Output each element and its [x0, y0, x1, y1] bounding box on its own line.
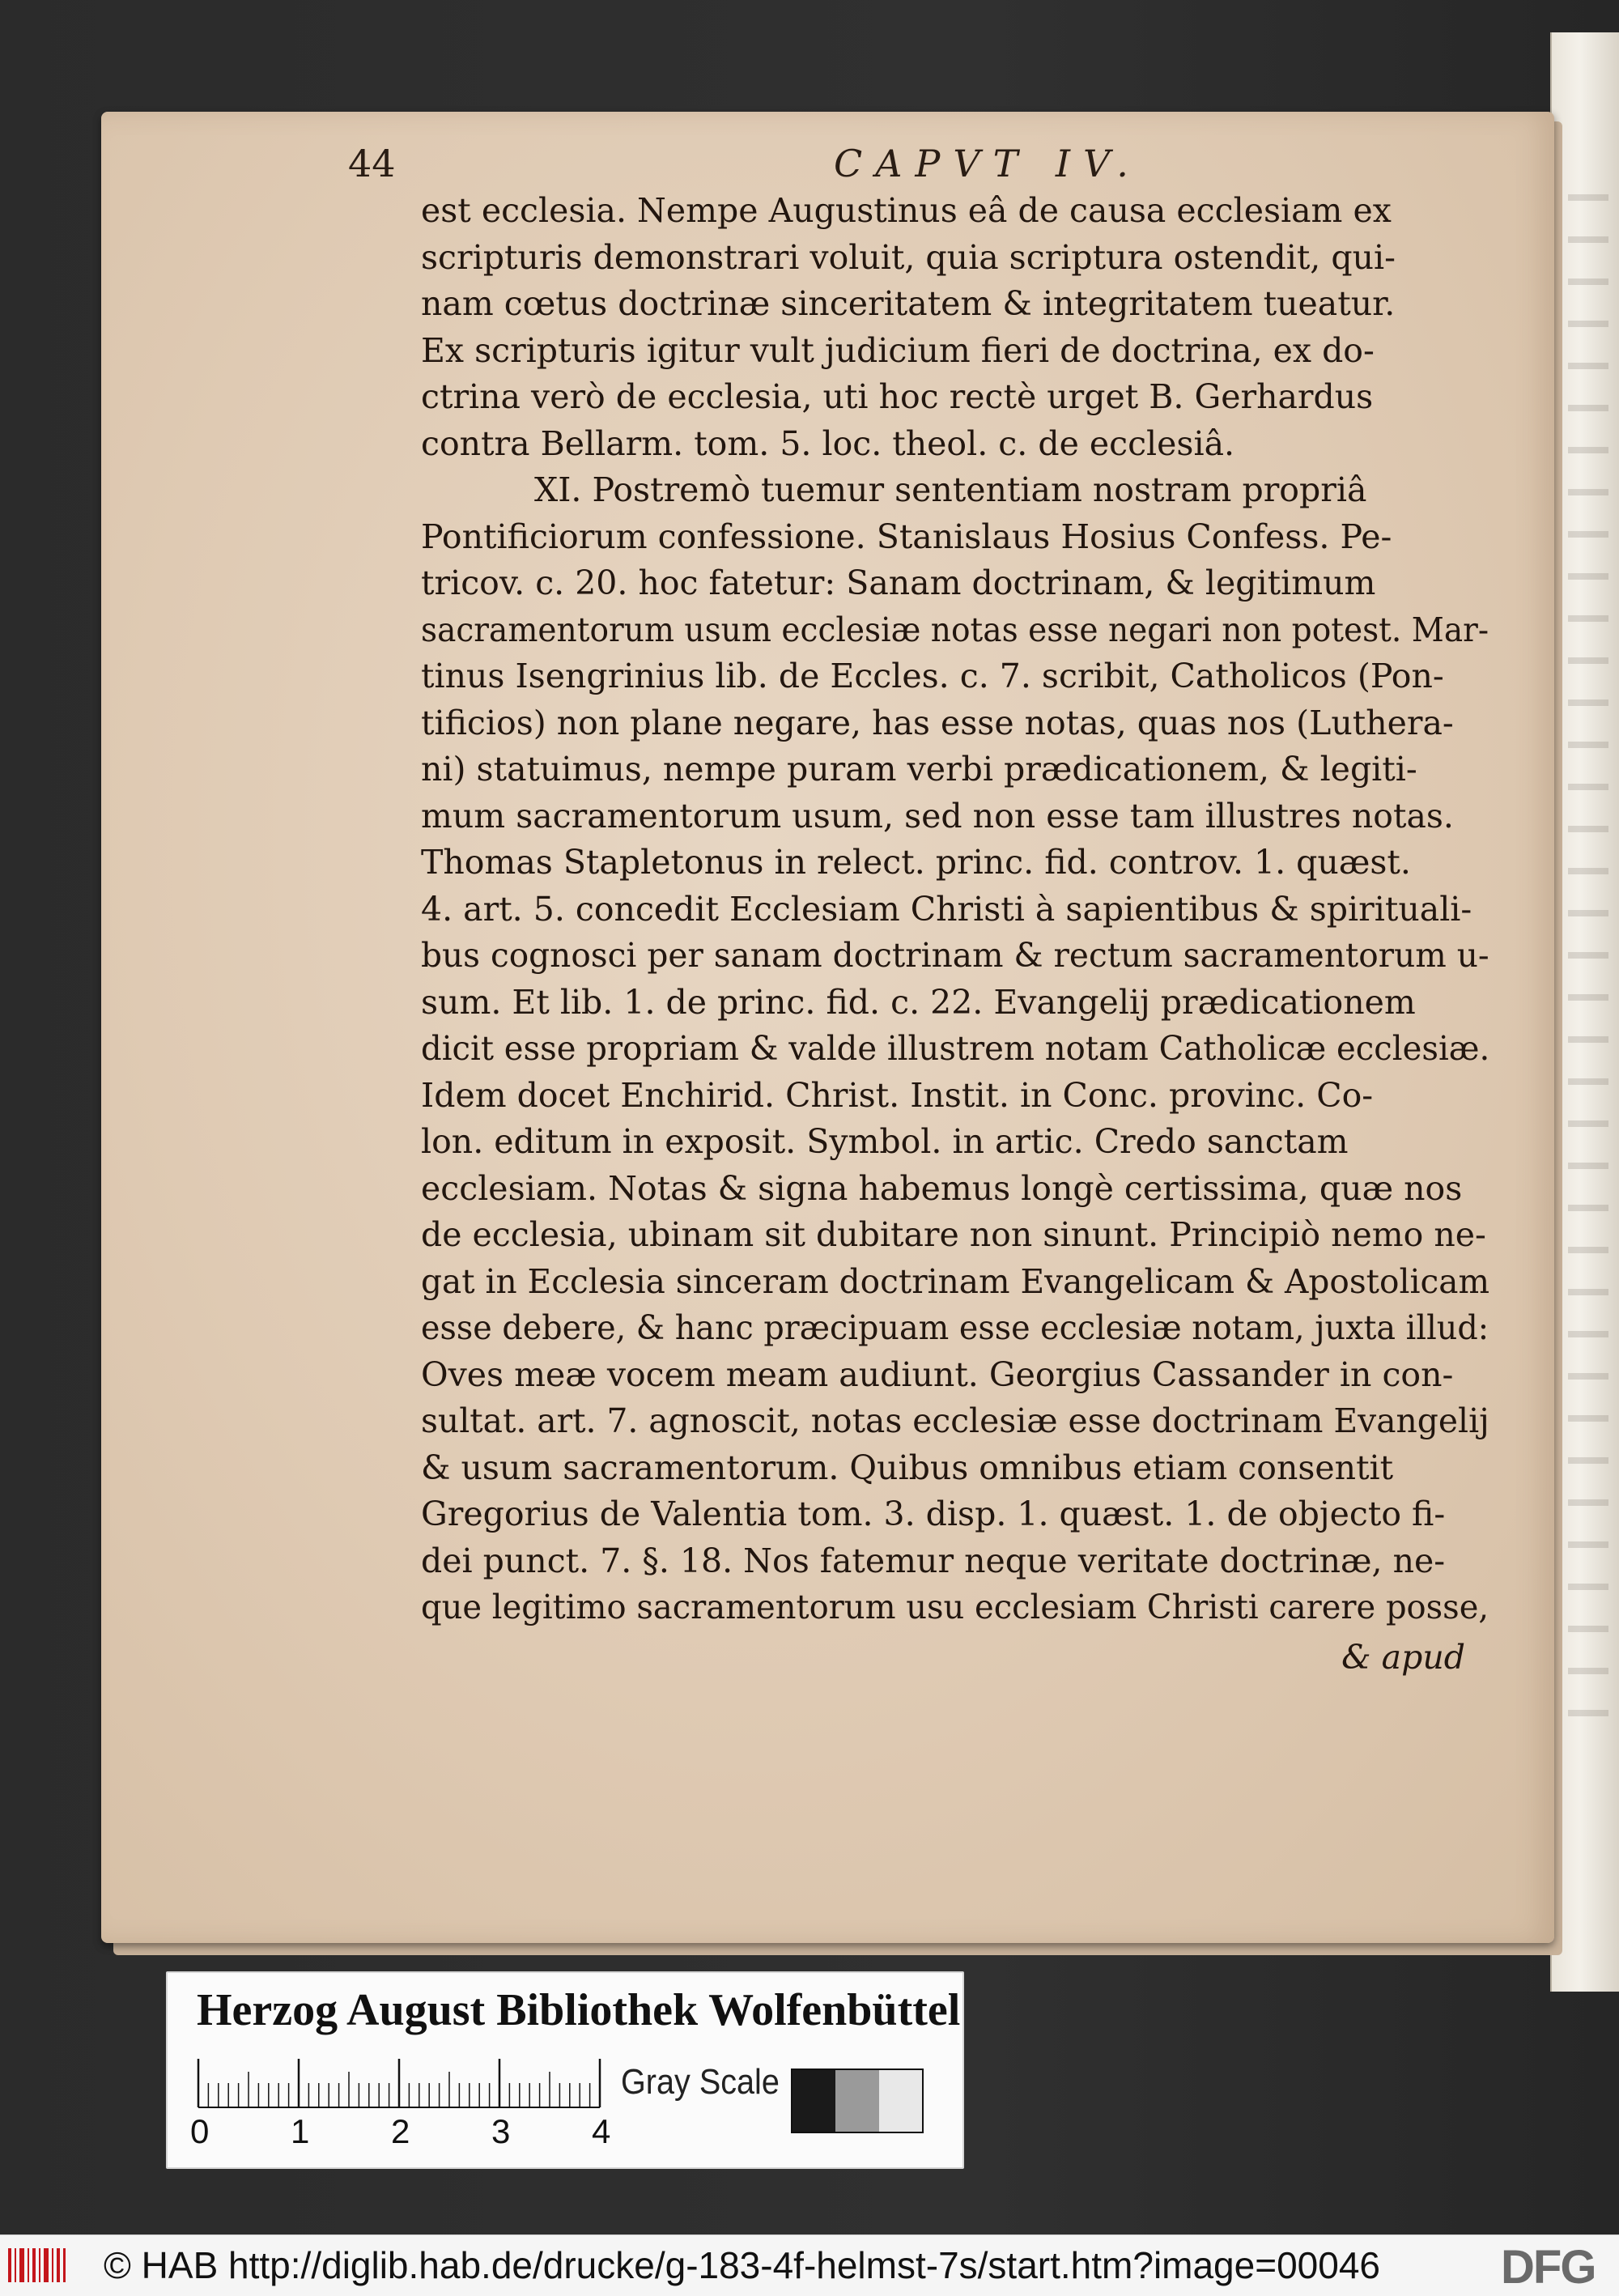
- dfg-logo: DFG: [1501, 2241, 1596, 2294]
- text-line: tificios) non plane negare, has esse notas, quas nos (Luthera-: [421, 703, 1454, 742]
- gray-scale-patches: [791, 2069, 924, 2133]
- text-line: de ecclesia, ubinam sit dubitare non sinunt. Principiò nemo ne-: [421, 1215, 1486, 1254]
- text-line: nam cœtus doctrinæ sinceritatem & integritatem tueatur.: [421, 284, 1396, 323]
- text-line: XI. Postremò tuemur sententiam nostram propriâ: [534, 470, 1367, 509]
- copyright-link[interactable]: © HAB http://diglib.hab.de/drucke/g-183-4f-helmst-7s/start.htm?image=00046: [104, 2244, 1381, 2286]
- running-head: CAPVT IV.: [834, 142, 1141, 185]
- ruler-label: 4: [592, 2112, 611, 2150]
- text-line: ni) statuimus, nempe puram verbi prædicationem, & legiti-: [421, 750, 1417, 789]
- text-line: Gregorius de Valentia tom. 3. disp. 1. quæst. 1. de objecto fi-: [421, 1495, 1446, 1533]
- page-text-block: [421, 188, 1489, 1681]
- text-line: Oves meæ vocem meam audiunt. Georgius Cassander in con-: [421, 1354, 1454, 1394]
- text-line: sum. Et lib. 1. de princ. fid. c. 22. Evangelij prædicationem: [421, 982, 1416, 1022]
- text-line: Thomas Stapletonus in relect. princ. fid. controv. 1. quæst.: [421, 843, 1411, 882]
- scale-ruler: [190, 2054, 611, 2151]
- text-line: gat in Ecclesia sinceram doctrinam Evangelicam & Apostolicam: [421, 1261, 1489, 1301]
- show-through-text: [1568, 194, 1608, 1733]
- text-line: bus cognosci per sanam doctrinam & rectum sacramentorum u-: [421, 936, 1489, 975]
- gray-patch: [879, 2070, 922, 2132]
- color-calibration-strip: [166, 1971, 964, 2169]
- ruler-ticks: [197, 2054, 601, 2111]
- library-name: Herzog August Bibliothek Wolfenbüttel: [197, 1985, 961, 2035]
- text-line: Ex scripturis igitur vult judicium fieri de doctrina, ex do-: [421, 330, 1375, 370]
- gray-patch: [793, 2070, 835, 2132]
- text-line: Pontificiorum confessione. Stanislaus Hosius Confess. Pe-: [421, 517, 1392, 556]
- text-line: tricov. c. 20. hoc fatetur: Sanam doctrinam, & legitimum: [421, 563, 1376, 602]
- hab-barcode-logo-icon: [6, 2245, 68, 2285]
- text-line: esse debere, & hanc præcipuam esse ecclesiæ notam, juxta illud:: [421, 1308, 1489, 1347]
- text-line: dei punct. 7. §. 18. Nos fatemur neque veritate doctrinæ, ne-: [421, 1541, 1446, 1580]
- ruler-label: 1: [291, 2112, 310, 2150]
- text-line: est ecclesia. Nempe Augustinus eâ de causa ecclesiam ex: [421, 191, 1392, 230]
- text-line: dicit esse propriam & valde illustrem notam Catholicæ ecclesiæ.: [421, 1029, 1490, 1068]
- text-line: scripturis demonstrari voluit, quia scriptura ostendit, qui-: [421, 237, 1396, 277]
- text-line: tinus Isengrinius lib. de Eccles. c. 7. scribit, Catholicos (Pon-: [421, 657, 1444, 695]
- text-line: sultat. art. 7. agnoscit, notas ecclesiæ esse doctrinam Evangelij: [421, 1401, 1489, 1440]
- text-line: Idem docet Enchirid. Christ. Instit. in Conc. provinc. Co-: [421, 1075, 1374, 1115]
- ruler-label: 3: [491, 2112, 511, 2150]
- gray-patch: [835, 2070, 878, 2132]
- text-line: ctrina verò de ecclesia, uti hoc rectè urget B. Gerhardus: [421, 377, 1374, 416]
- ruler-label: 2: [391, 2112, 410, 2150]
- text-line: sacramentorum usum ecclesiæ notas esse negari non potest. Mar-: [421, 610, 1489, 649]
- page-number: 44: [348, 142, 396, 185]
- footer-bar: [0, 2234, 1619, 2296]
- text-line: lon. editum in exposit. Symbol. in artic. Credo sanctam: [421, 1122, 1349, 1161]
- text-line: contra Bellarm. tom. 5. loc. theol. c. de ecclesiâ.: [421, 423, 1235, 463]
- ruler-label: 0: [190, 2112, 210, 2150]
- text-line: 4. art. 5. concedit Ecclesiam Christi à sapientibus & spirituali-: [421, 889, 1472, 929]
- text-line: que legitimo sacramentorum usu ecclesiam Christi carere posse,: [421, 1588, 1489, 1626]
- catchword: & apud: [1341, 1637, 1465, 1677]
- grayscale-label: Gray Scale: [621, 2062, 780, 2102]
- text-line: ecclesiam. Notas & signa habemus longè certissima, quæ nos: [421, 1168, 1463, 1208]
- text-line: & usum sacramentorum. Quibus omnibus etiam consentit: [421, 1448, 1394, 1487]
- text-line: mum sacramentorum usum, sed non esse tam illustres notas.: [421, 796, 1454, 835]
- ruler-labels: [190, 2112, 618, 2150]
